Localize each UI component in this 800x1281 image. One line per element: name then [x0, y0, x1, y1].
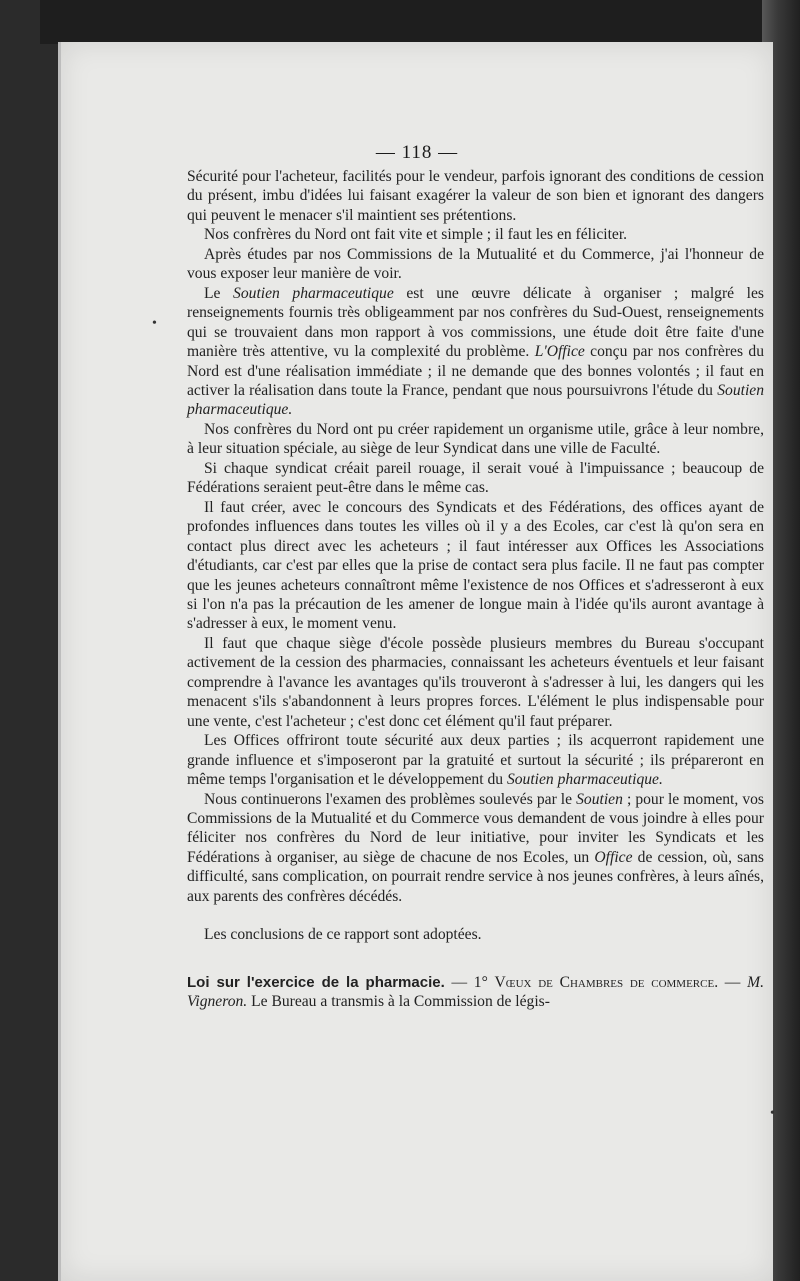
- text-segment: Nos confrères du Nord ont pu créer rapidement un organisme utile, grâce à leur nombre, à leur situation spéciale, au siège de leur Syndicat dans une ville de Faculté.: [187, 420, 764, 458]
- section-heading: Loi sur l'exercice de la pharmacie.: [187, 973, 445, 991]
- paragraph-p1: [187, 167, 764, 225]
- paragraph-p11: [187, 925, 764, 944]
- margin-mark: •: [770, 1106, 775, 1121]
- paragraph-p3: [187, 245, 764, 284]
- italic-text: Soutien pharmaceutique.: [187, 381, 764, 419]
- text-segment: est une œuvre délicate à organiser ; malgré les renseignements fournis très obligeamment par nos confrères du Sud-Ouest, renseignements qui se trouvaient dans mon rapport à vos commissions, une étude doit être faite d'une manière très attentive, vu la complexité du problème.: [187, 284, 764, 361]
- paragraph-gap: [187, 906, 764, 925]
- text-segment: Les conclusions de ce rapport sont adoptées.: [204, 926, 482, 944]
- paragraph-p9: [187, 731, 764, 789]
- text-segment: de cession, où, sans difficulté, sans complication, on pourrait rendre service à nos jeunes confrères, à leurs aînés, aux parents des confrères décédés.: [187, 848, 764, 905]
- text-segment: conçu par nos confrères du Nord est d'une réalisation immédiate ; il ne demande que des bonnes volontés ; il faut en activer la réalisation dans toute la France, pendant que nous poursuivrons l'étude du: [187, 343, 764, 399]
- italic-text: Soutien pharmaceutique.: [506, 771, 663, 789]
- italic-text: L'Office: [534, 343, 585, 361]
- text-segment: Le: [204, 284, 234, 302]
- italic-text: Soutien pharmaceutique: [233, 284, 394, 302]
- text-segment: Après études par nos Commissions de la Mutualité et du Commerce, j'ai l'honneur de vous exposer leur manière de voir.: [187, 245, 764, 283]
- paragraph-p4: [187, 284, 764, 420]
- text-segment: Nous continuerons l'examen des problèmes soulevés par le: [204, 790, 577, 808]
- text-segment: ; pour le moment, vos Commissions de la Mutualité et du Commerce vous demandent de vous joindre à elles pour féliciter nos confrères du Nord de leur initiative, pour inviter les Syndicats et les Fédérations à organiser, au siège de chacune de nos Ecoles, un: [187, 790, 764, 866]
- text-segment: Si chaque syndicat créait pareil rouage, il serait voué à l'impuissance ; beaucoup de Fédérations seraient peut-être dans le même cas.: [187, 459, 764, 497]
- paragraph-p12: [187, 973, 764, 1012]
- page-body: [187, 167, 764, 1012]
- paragraph-p10: [187, 790, 764, 907]
- text-segment: Il faut que chaque siège d'école possède plusieurs membres du Bureau s'occupant activement de la cession des pharmacies, connaissant les acheteurs éventuels et leur faisant comprendre à l'avance les avantages qu'ils trouveront à s'adresser à lui, les dangers qui les menacent s'ils s'abandonnent à leurs propres forces. L'élément le plus indispensable pour une vente, c'est l'acheteur ; c'est donc cet élément qu'il faut préparer.: [187, 634, 764, 730]
- paragraph-gap: [187, 945, 764, 973]
- text-segment: Nos confrères du Nord ont fait vite et simple ; il faut les en féliciter.: [204, 226, 628, 244]
- italic-text: Soutien: [576, 790, 623, 808]
- paragraph-p5: [187, 420, 764, 459]
- text-segment: Vœux de Chambres de commerce.: [494, 973, 719, 991]
- text-segment: Sécurité pour l'acheteur, facilités pour le vendeur, parfois ignorant des conditions de cession du présent, imbu d'idées lui faisant exagérer la valeur de son bien et ignorant des dangers qui peuvent le menacer s'il maintient ses prétentions.: [187, 168, 764, 224]
- paragraph-p2: [187, 225, 764, 244]
- text-segment: Les Offices offriront toute sécurité aux deux parties ; ils acquerront rapidement une grande influence et s'imposeront par la gratuité et surtout la sécurité ; ils prépareront en même temps l'organisation et le développement du: [187, 732, 764, 789]
- paragraph-p7: [187, 498, 764, 634]
- text-segment: —: [718, 973, 748, 991]
- paragraph-p6: [187, 459, 764, 498]
- italic-text: M. Vigneron.: [187, 973, 765, 1011]
- paragraph-p8: [187, 634, 764, 731]
- text-segment: Le Bureau a transmis à la Commission de légis-: [247, 993, 550, 1011]
- text-segment: — 1°: [444, 973, 495, 991]
- text-segment: Il faut créer, avec le concours des Syndicats et des Fédérations, des offices ayant de profondes influences dans toutes les villes où il y a des Ecoles, car c'est là qu'on sera en contact plus direct avec les acheteurs ; il faut intéresser aux Offices les Associations d'étudiants, car c'est par elles que la prise de contact sera plus facile. Il ne faut pas compter que les jeunes acheteurs connaîtront même l'existence de nos Offices et s'adresseront à eux si l'on n'a pas la précaution de les amener de longue main à l'idée qu'ils auront avantage à s'adresser à eux, le moment venu.: [187, 498, 764, 633]
- italic-text: Office: [594, 848, 633, 866]
- scan-top-edge: [40, 0, 800, 44]
- page-number: — 118 —: [375, 142, 459, 163]
- margin-mark: •: [152, 316, 157, 331]
